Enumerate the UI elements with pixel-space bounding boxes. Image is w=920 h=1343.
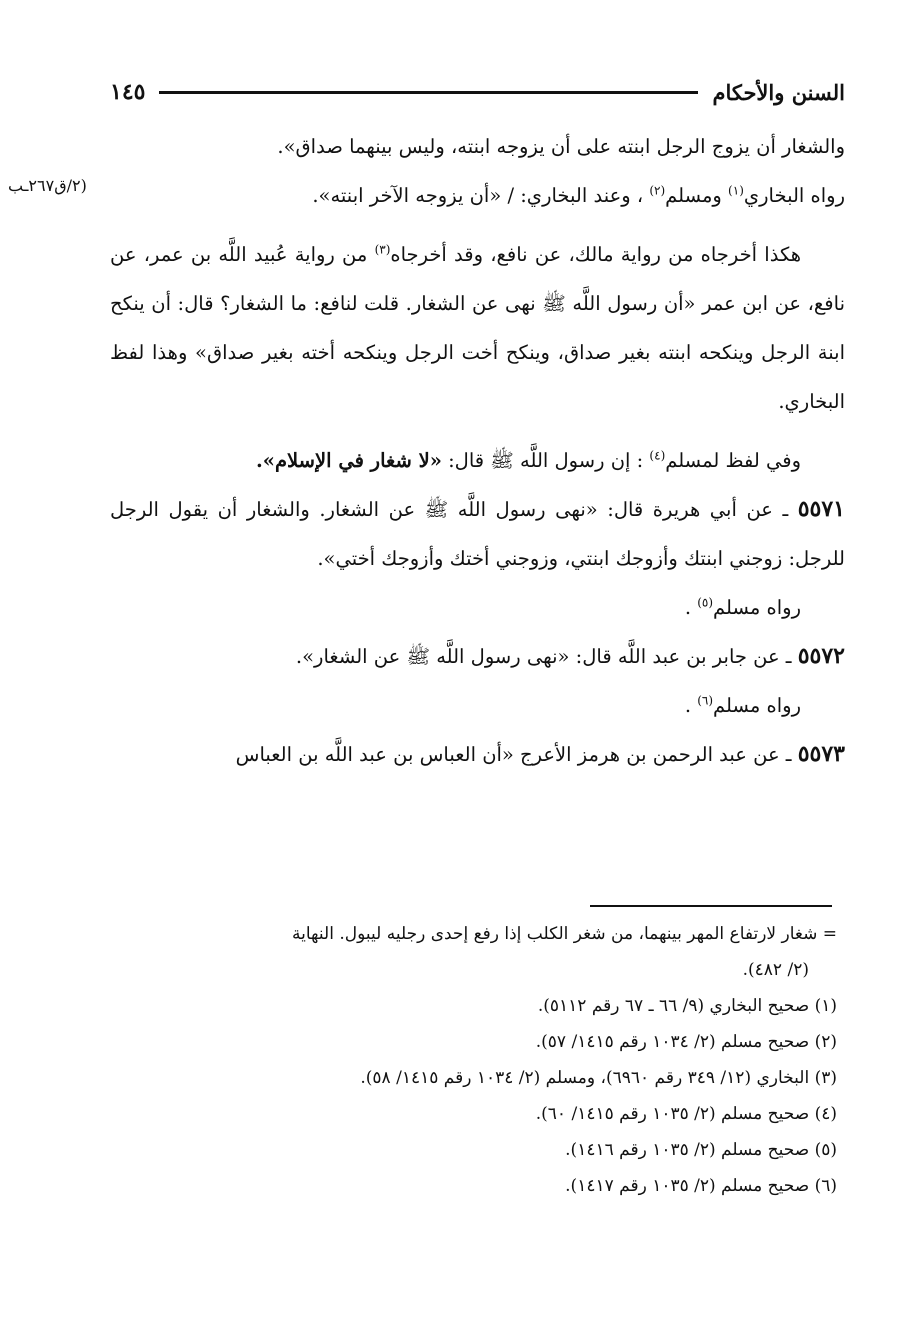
paragraph: وفي لفظ لمسلم$^{(٤)}$ : إن رسول اللَّه ﷺ قال: «لا شغار في الإسلام». [255, 448, 801, 472]
footnote-separator [590, 905, 832, 907]
hadith-number: ٥٥٧١ [797, 496, 845, 522]
paragraph: هكذا أخرجاه من رواية مالك، عن نافع، وقد أخرجاه$^{(٣)}$ من رواية عُبيد اللَّه بن عمر، عن نافع، عن ابن عمر «أن رسول اللَّه ﷺ نهى عن الشغار. قلت لنافع: ما الشغار؟ قال: أن ينكح ابنة الرجل وينكحه ابنته بغير صداق، وينكح أخت الرجل وينكحه أخته بغير صداق» وهذا لفظ البخاري. [110, 242, 845, 413]
book-title: السنن والأحكام [712, 79, 845, 105]
footnote-item: (٦) صحيح مسلم (٢/ ١٠٣٥ رقم ١٤١٧). [565, 1176, 837, 1196]
hadith-number: ٥٥٧٢ [797, 643, 845, 669]
footnote-item: (٢) صحيح مسلم (٢/ ١٠٣٤ رقم ١٤١٥/ ٥٧). [535, 1032, 837, 1052]
footnote-continuation-line: (٢/ ٤٨٢). [742, 960, 809, 980]
text-line: والشغار أن يزوج الرجل ابنته على أن يزوجه ابنته، وليس بينهما صداق». [277, 135, 845, 158]
footnote-item: (٥) صحيح مسلم (٢/ ١٠٣٥ رقم ١٤١٦). [565, 1140, 837, 1160]
text-line: رواه البخاري$^{(١)}$ ومسلم$^{(٢)}$ ، وعند البخاري: / «أن يزوجه الآخر ابنته». [312, 183, 845, 207]
running-header [110, 72, 845, 112]
narration-line: رواه مسلم$^{(٥)}$ . [684, 595, 801, 619]
header-rule [159, 91, 698, 94]
footnote-marker: (٦) [697, 693, 714, 708]
main-text [110, 122, 845, 779]
footnote-item: (١) صحيح البخاري (٩/ ٦٦ ـ ٦٧ رقم ٥١١٢). [537, 996, 837, 1016]
footnote-marker: (٢) [649, 183, 666, 198]
footnote-continuation: = شغار لارتفاع المهر بينهما، من شغر الكلب إذا رفع إحدى رجليه ليبول. النهاية [292, 924, 837, 944]
hadith-number: ٥٥٧٣ [797, 741, 845, 767]
footnote-item: (٣) البخاري (١٢/ ٣٤٩ رقم ٦٩٦٠)، ومسلم (٢/ ١٠٣٤ رقم ١٤١٥/ ٥٨). [360, 1068, 837, 1088]
footnotes [95, 916, 837, 1204]
footnote-marker: (٣) [374, 242, 391, 257]
footnote-marker: (٤) [649, 448, 666, 463]
footnote-marker: (٥) [697, 595, 714, 610]
footnote-marker: (١) [728, 183, 744, 198]
narration-line: رواه مسلم$^{(٦)}$ . [684, 693, 801, 717]
page-number: ١٤٥ [110, 79, 146, 105]
bold-quote: «لا شغار في الإسلام». [255, 449, 442, 472]
footnote-item: (٤) صحيح مسلم (٢/ ١٠٣٥ رقم ١٤١٥/ ٦٠). [535, 1104, 837, 1124]
hadith-entry: ٥٥٧٢ ـ عن جابر بن عبد اللَّه قال: «نهى رسول اللَّه ﷺ عن الشغار». [295, 643, 845, 669]
hadith-entry: ٥٥٧١ ـ عن أبي هريرة قال: «نهى رسول اللَّه ﷺ عن الشغار. والشغار أن يقول الرجل للرجل: زوجني ابنتك وأزوجك ابنتي، وزوجني أختك وأزوجك أختي». [110, 496, 845, 570]
manuscript-margin-reference: (٢/ق٢٦٧ـب [8, 176, 87, 195]
hadith-entry: ٥٥٧٣ ـ عن عبد الرحمن بن هرمز الأعرج «أن العباس بن عبد اللَّه بن العباس [235, 741, 845, 767]
